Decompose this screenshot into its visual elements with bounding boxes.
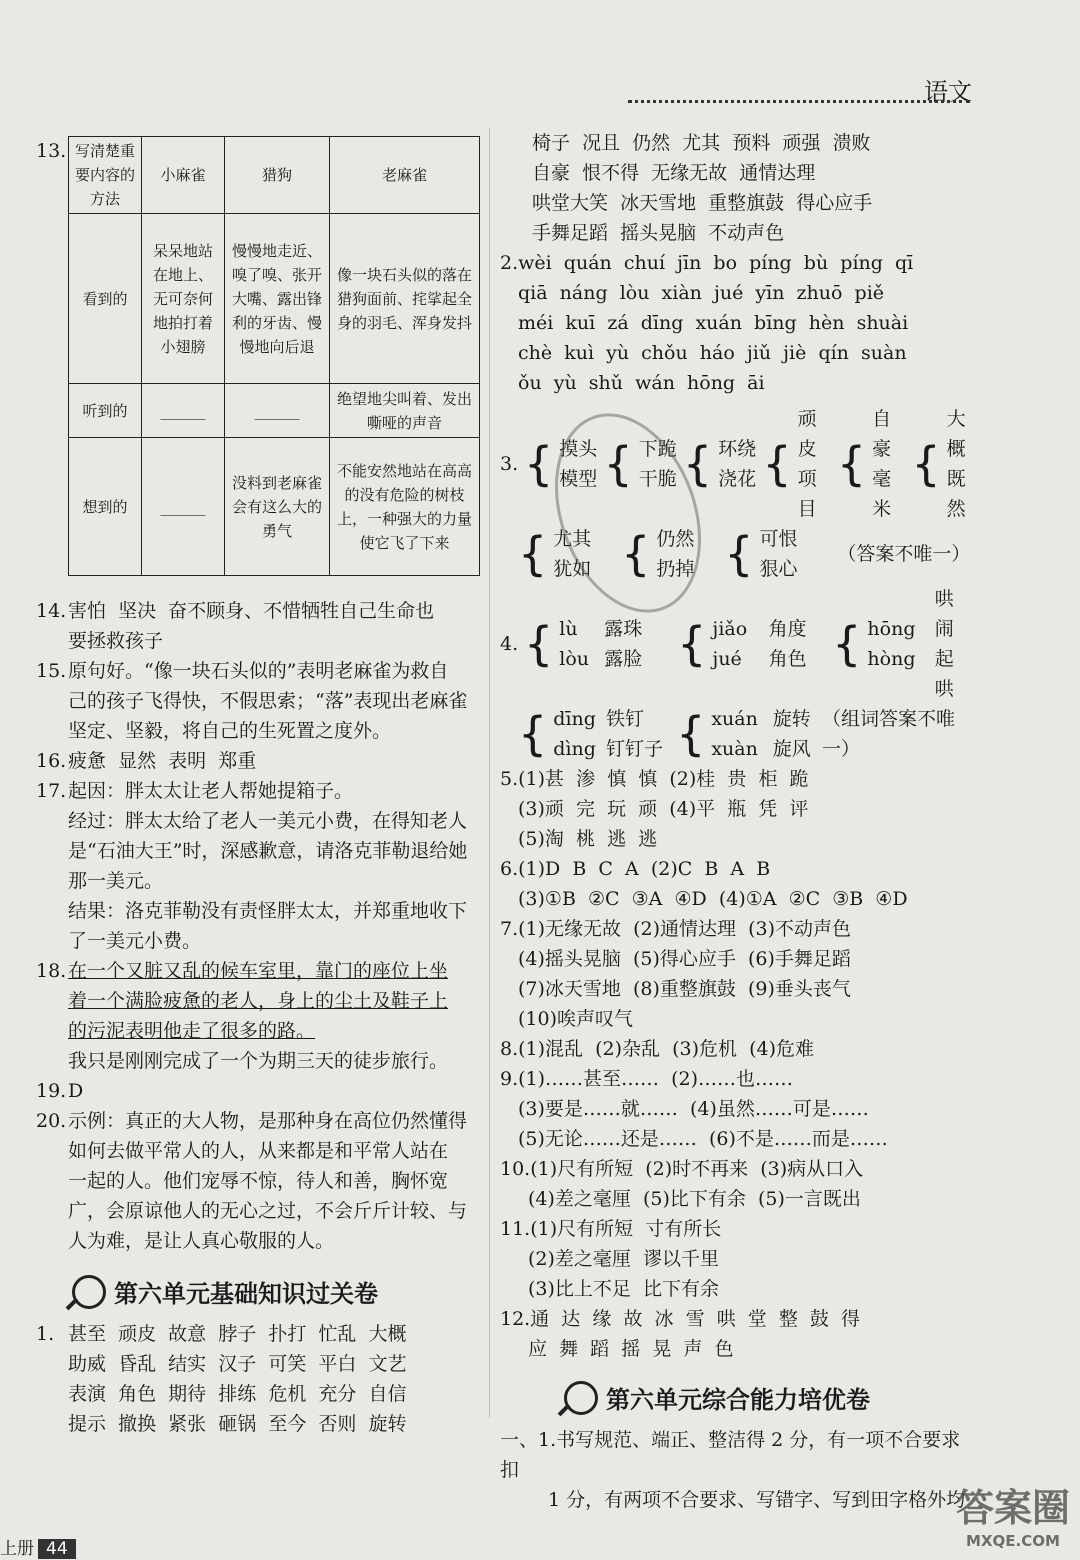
answer-note: （答案不唯一） [837, 543, 971, 565]
word-pair [760, 524, 822, 584]
answer-line: (3)顽 完 玩 顽 (4)平 瓶 凭 评 [518, 798, 809, 820]
brace-icon: { [524, 617, 554, 671]
q13-row-seen [69, 214, 480, 384]
brace-icon: { [676, 707, 706, 761]
word-pair [935, 584, 970, 704]
brace-row [500, 584, 970, 704]
comp-answer-1 [500, 1425, 970, 1515]
word-row: 自豪 恨不得 无缘无故 通情达理 [532, 162, 816, 184]
answer-15 [36, 656, 486, 746]
q13-header-method: 写清楚重要内容的方法 [69, 137, 142, 214]
pair-word: 钉钉子 [606, 738, 664, 760]
pair-word: 角色 [768, 648, 807, 670]
q13-row-label: 听到的 [69, 384, 142, 438]
answer-line: (3)要是……就…… (4)虽然……可是…… [518, 1098, 869, 1120]
answer-line: 广，会原谅他人的无心之过，不会斤斤计较、与 [68, 1200, 468, 1222]
q13-row-label: 看到的 [69, 214, 142, 384]
q13-cell: 没料到老麻雀会有这么大的勇气 [225, 438, 330, 576]
q13-cell: 像一块石头似的落在猎狗面前、挓挲起全身的羽毛、浑身发抖 [330, 214, 480, 384]
left-answers [36, 596, 486, 1439]
answer-line: 我只是刚刚完成了一个为期三天的徒步旅行。 [68, 1050, 449, 1072]
answer-line: (5)淘 桃 逃 逃 [518, 828, 658, 850]
answer-number: 14. [36, 600, 67, 622]
pair-word: 旋转 [772, 708, 811, 730]
answer-line: 坚定、坚毅，将自己的生死置之度外。 [68, 720, 392, 742]
answer-line: 通 达 缘 故 冰 雪 哄 堂 整 鼓 得 [530, 1308, 861, 1330]
pair-word: 狠心 [759, 558, 798, 580]
word-pair [718, 434, 756, 494]
pinyin-line: wèi quán chuí jīn bo píng bù píng qī [518, 252, 914, 274]
answer-line: 了一美元小费。 [68, 930, 202, 952]
q13-header-row [69, 137, 480, 214]
answer-number: 12. [500, 1308, 531, 1330]
page-number: 44 [38, 1539, 76, 1559]
section-title: 第六单元基础知识过关卷 [114, 1280, 378, 1308]
answer-line: (4)差之毫厘 (5)比下有余 (5)一言既出 [528, 1188, 861, 1210]
answer-line: 人为难，是让人真心敬服的人。 [68, 1230, 335, 1252]
answer-line: (2)差之毫厘 谬以千里 [528, 1248, 719, 1270]
answer-10 [500, 1154, 970, 1214]
answer-number: 1. [36, 1323, 55, 1345]
pair-word: 浇花 [718, 468, 757, 490]
brace-icon: { [832, 617, 862, 671]
pinyin: jué [712, 648, 742, 670]
answer-number: 16. [36, 750, 67, 772]
answer-line: 经过：胖太太给了老人一美元小费，在得知老人 [68, 810, 468, 832]
q13-cell: ______ [142, 384, 225, 438]
answer-line: (1)……甚至…… (2)……也…… [518, 1068, 794, 1090]
answer-line: (1)D B C A (2)C B A B [518, 858, 771, 880]
pinyin: jiǎo [712, 618, 748, 640]
pair-word: 自豪 [872, 408, 892, 460]
pair-word: 仍然 [656, 528, 695, 550]
answer-number: 19. [36, 1080, 67, 1102]
pair-word: 角度 [768, 618, 807, 640]
brace-icon: { [911, 437, 941, 491]
pair-word: 尤其 [553, 528, 592, 550]
brace-icon: { [762, 437, 792, 491]
brace-icon: { [524, 437, 554, 491]
answer-17 [36, 776, 486, 956]
answer-line: (1)无缘无故 (2)通情达理 (3)不动声色 [518, 918, 852, 940]
pair-word: 毫米 [872, 468, 892, 520]
pinyin-pair [559, 614, 598, 674]
pair-word: 露脸 [604, 648, 643, 670]
answer-line: 结果：洛克菲勒没有责怪胖太太，并郑重地收下 [68, 900, 468, 922]
answer-line: 着一个满脸疲惫的老人，身上的尘土及鞋子上 [68, 990, 449, 1012]
word-row: 手舞足蹈 摇头晃脑 不动声色 [532, 222, 785, 244]
pair-word: 摸头 [559, 438, 598, 460]
subject-label: 语文 [924, 78, 972, 106]
pair-word: 铁钉 [606, 708, 645, 730]
answer-number: 10. [500, 1158, 531, 1180]
basic-answer-1 [36, 1319, 486, 1439]
answer-number: 20. [36, 1110, 67, 1132]
answer-line: 起因：胖太太让老人帮她提箱子。 [68, 780, 354, 802]
q13-cell: 不能安然地站在高高的没有危险的树枝上，一种强大的力量使它飞了下来 [330, 438, 480, 576]
answer-14 [36, 596, 486, 656]
brace-icon: { [724, 527, 754, 581]
pinyin: hòng [867, 648, 916, 670]
pinyin-pair [711, 704, 766, 764]
pinyin-pair [712, 614, 762, 674]
word-row: 甚至 顽皮 故意 脖子 扑打 忙乱 大概 [68, 1323, 407, 1345]
answer-line: (1)尺有所短 寸有所长 [530, 1218, 722, 1240]
answer-6 [500, 854, 970, 914]
brace-icon: { [621, 527, 651, 581]
answer-line: 示例：真正的大人物，是那种身在高位仍然懂得 [68, 1110, 468, 1132]
answer-line: 己的孩子飞得快，不假思索；“落”表现出老麻雀 [68, 690, 468, 712]
section-heading-basic [72, 1274, 486, 1309]
word-row: 椅子 况且 仍然 尤其 预料 顽强 溃败 [532, 132, 871, 154]
answer-9 [500, 1064, 970, 1154]
pinyin-line: ǒu yù shǔ wán hōng āi [518, 372, 765, 394]
brace-icon: { [518, 707, 548, 761]
brace-icon: { [682, 437, 713, 491]
q13-header-hound: 猎狗 [225, 137, 330, 214]
word-row: 哄堂大笑 冰天雪地 重整旗鼓 得心应手 [532, 192, 873, 214]
answer-line: 如何去做平常人的人，从来都是和平常人站在 [68, 1140, 449, 1162]
magnifier-icon [564, 1381, 598, 1415]
pair-word: 干脆 [638, 468, 677, 490]
section-title: 第六单元综合能力培优卷 [606, 1386, 870, 1414]
pair-word: 下跪 [638, 438, 677, 460]
answer-5 [500, 764, 970, 854]
q13-header-old-sparrow: 老麻雀 [330, 137, 480, 214]
answer-line: 书写规范、端正、整洁得 2 分，有一项不合要求扣 [500, 1429, 961, 1481]
q13-cell: 呆呆地站在地上、无可奈何地拍打着小翅膀 [142, 214, 225, 384]
column-divider [489, 128, 490, 1418]
answer-line: 疲惫 显然 表明 郑重 [68, 750, 257, 772]
pair-word: 项目 [797, 468, 817, 520]
watermark-title: 答案圈 [955, 1486, 1070, 1530]
answer-number: 17. [36, 780, 67, 802]
q13-number: 13. [36, 140, 67, 162]
answer-number: 5. [500, 768, 519, 790]
answer-line: (1)尺有所短 (2)时不再来 (3)病从口入 [530, 1158, 864, 1180]
answer-line: (3)比上不足 比下有余 [528, 1278, 719, 1300]
pinyin-line: chè kuì yù chǒu háo jiǔ jiè qín suàn [518, 342, 907, 364]
word-pair [947, 404, 970, 524]
answer-line: 要拯救孩子 [68, 630, 164, 652]
pair-word: 环绕 [718, 438, 757, 460]
pair-word: 哄闹 [934, 588, 954, 640]
header-dotted-rule [628, 100, 970, 103]
answer-line: (7)冰天雪地 (8)重整旗鼓 (9)垂头丧气 [518, 978, 851, 1000]
q13-cell: 绝望地尖叫着、发出嘶哑的声音 [330, 384, 480, 438]
pair-word: 大概 [946, 408, 966, 460]
word-row: 提示 撤换 紧张 砸锅 至今 否则 旋转 [68, 1413, 407, 1435]
pair-word: 可恨 [759, 528, 798, 550]
answer-12 [500, 1304, 970, 1364]
watermark-url: MXQE.COM [966, 1532, 1060, 1550]
brace-icon: { [836, 437, 867, 491]
pinyin-line: qiā náng lòu xiàn jué yīn zhuō piě [518, 282, 885, 304]
answer-line: 害怕 坚决 奋不顾身、不惜牺牲自己生命也 [68, 600, 435, 622]
brace-row [500, 704, 970, 764]
word-pair [606, 704, 670, 764]
pair-word: 露珠 [604, 618, 643, 640]
answer-line: 一起的人。他们宠辱不惊，待人和善，胸怀宽 [68, 1170, 449, 1192]
word-row: 表演 角色 期待 排练 危机 充分 自信 [68, 1383, 407, 1405]
pinyin-pair [553, 704, 600, 764]
brace-icon: { [677, 617, 707, 671]
answer-19 [36, 1076, 486, 1106]
q13-cell: 慢慢地走近、嗅了嗅、张开大嘴、露出锋利的牙齿、慢慢地向后退 [225, 214, 330, 384]
answer-20 [36, 1106, 486, 1256]
q13-row-thought [69, 438, 480, 576]
answer-number: 8. [500, 1038, 519, 1060]
answer-number: 一、1. [500, 1429, 557, 1451]
q13-cell: ______ [142, 438, 225, 576]
answer-line: (1)混乱 (2)杂乱 (3)危机 (4)危难 [518, 1038, 815, 1060]
pinyin-pair [867, 614, 928, 674]
answer-line: (10)唉声叹气 [518, 1008, 634, 1030]
answer-number: 4. [500, 633, 519, 655]
answer-number: 18. [36, 960, 67, 982]
pinyin: xuán [711, 708, 758, 730]
answer-line: (5)无论……还是…… (6)不是……而是…… [518, 1128, 888, 1150]
answer-line: 是“石油大王”时，深感歉意，请洛克菲勒退给她 [68, 840, 468, 862]
brace-icon: { [603, 437, 633, 491]
answer-line: 应 舞 蹈 摇 晃 声 色 [528, 1338, 734, 1360]
brace-icon: { [518, 527, 548, 581]
answer-line: 那一美元。 [68, 870, 164, 892]
answer-16 [36, 746, 486, 776]
word-pair [773, 704, 816, 764]
q13-header-sparrow: 小麻雀 [142, 137, 225, 214]
volume-label: 上册 [0, 1539, 34, 1559]
answer-line: 1 分，有两项不合要求、写错字、写到田字格外均 [548, 1489, 966, 1511]
answer-line: (3)①B ②C ③A ④D (4)①A ②C ③B ④D [518, 888, 908, 910]
word-pair [769, 614, 827, 674]
answer-8 [500, 1034, 970, 1064]
pair-word: 旋风 [772, 738, 811, 760]
pinyin: dīng [553, 708, 596, 730]
q13-row-heard [69, 384, 480, 438]
answer-7 [500, 914, 970, 1034]
answer-line: D [68, 1080, 84, 1102]
answer-number: 15. [36, 660, 67, 682]
q13-cell: ______ [225, 384, 330, 438]
watermark [956, 1477, 1070, 1550]
right-answers [500, 128, 970, 1515]
word-pair [604, 614, 671, 674]
answer-number: 3. [500, 453, 519, 475]
word-row: 助威 昏乱 结实 汉子 可笑 平白 文艺 [68, 1353, 407, 1375]
answer-11 [500, 1214, 970, 1304]
answer-18 [36, 956, 486, 1076]
answer-line: 的污泥表明他走了很多的路。 [68, 1020, 316, 1042]
answer-line: 在一个又脏又乱的候车室里，靠门的座位上坐 [68, 960, 449, 982]
section-heading-comprehensive [564, 1380, 970, 1415]
answer-number: 9. [500, 1068, 519, 1090]
q13-row-label: 想到的 [69, 438, 142, 576]
pinyin: lòu [559, 648, 590, 670]
answer-2-pinyin [500, 248, 970, 398]
answer-number: 2. [500, 252, 519, 274]
pinyin: hōng [867, 618, 916, 640]
pair-word: 既然 [946, 468, 966, 520]
answer-4 [500, 584, 970, 764]
answer-number: 6. [500, 858, 519, 880]
answer-line: 原句好。“像一块石头似的”表明老麻雀为救自 [68, 660, 449, 682]
q13-table [68, 136, 480, 576]
pinyin: xuàn [711, 738, 758, 760]
pair-word: 扔掉 [656, 558, 695, 580]
pair-word: 起哄 [934, 648, 954, 700]
answer-line: (4)摇头晃脑 (5)得心应手 (6)手舞足蹈 [518, 948, 851, 970]
word-pair [872, 404, 905, 524]
pair-word: 犹如 [553, 558, 592, 580]
pair-word: 模型 [559, 468, 598, 490]
answer-number: 11. [500, 1218, 531, 1240]
pinyin: dìng [553, 738, 596, 760]
answer-line: (1)甚 渗 慎 慎 (2)桂 贵 柜 跪 [518, 768, 809, 790]
magnifier-icon [72, 1275, 106, 1309]
answer-note: （组词答案不唯一） [822, 708, 956, 760]
answer-number: 7. [500, 918, 519, 940]
pinyin: lù [559, 618, 578, 640]
pair-word: 顽皮 [797, 408, 817, 460]
word-pair [798, 404, 831, 524]
page-footer [0, 1534, 76, 1559]
pinyin-line: méi kuī zá dīng xuán bīng hèn shuài [518, 312, 909, 334]
